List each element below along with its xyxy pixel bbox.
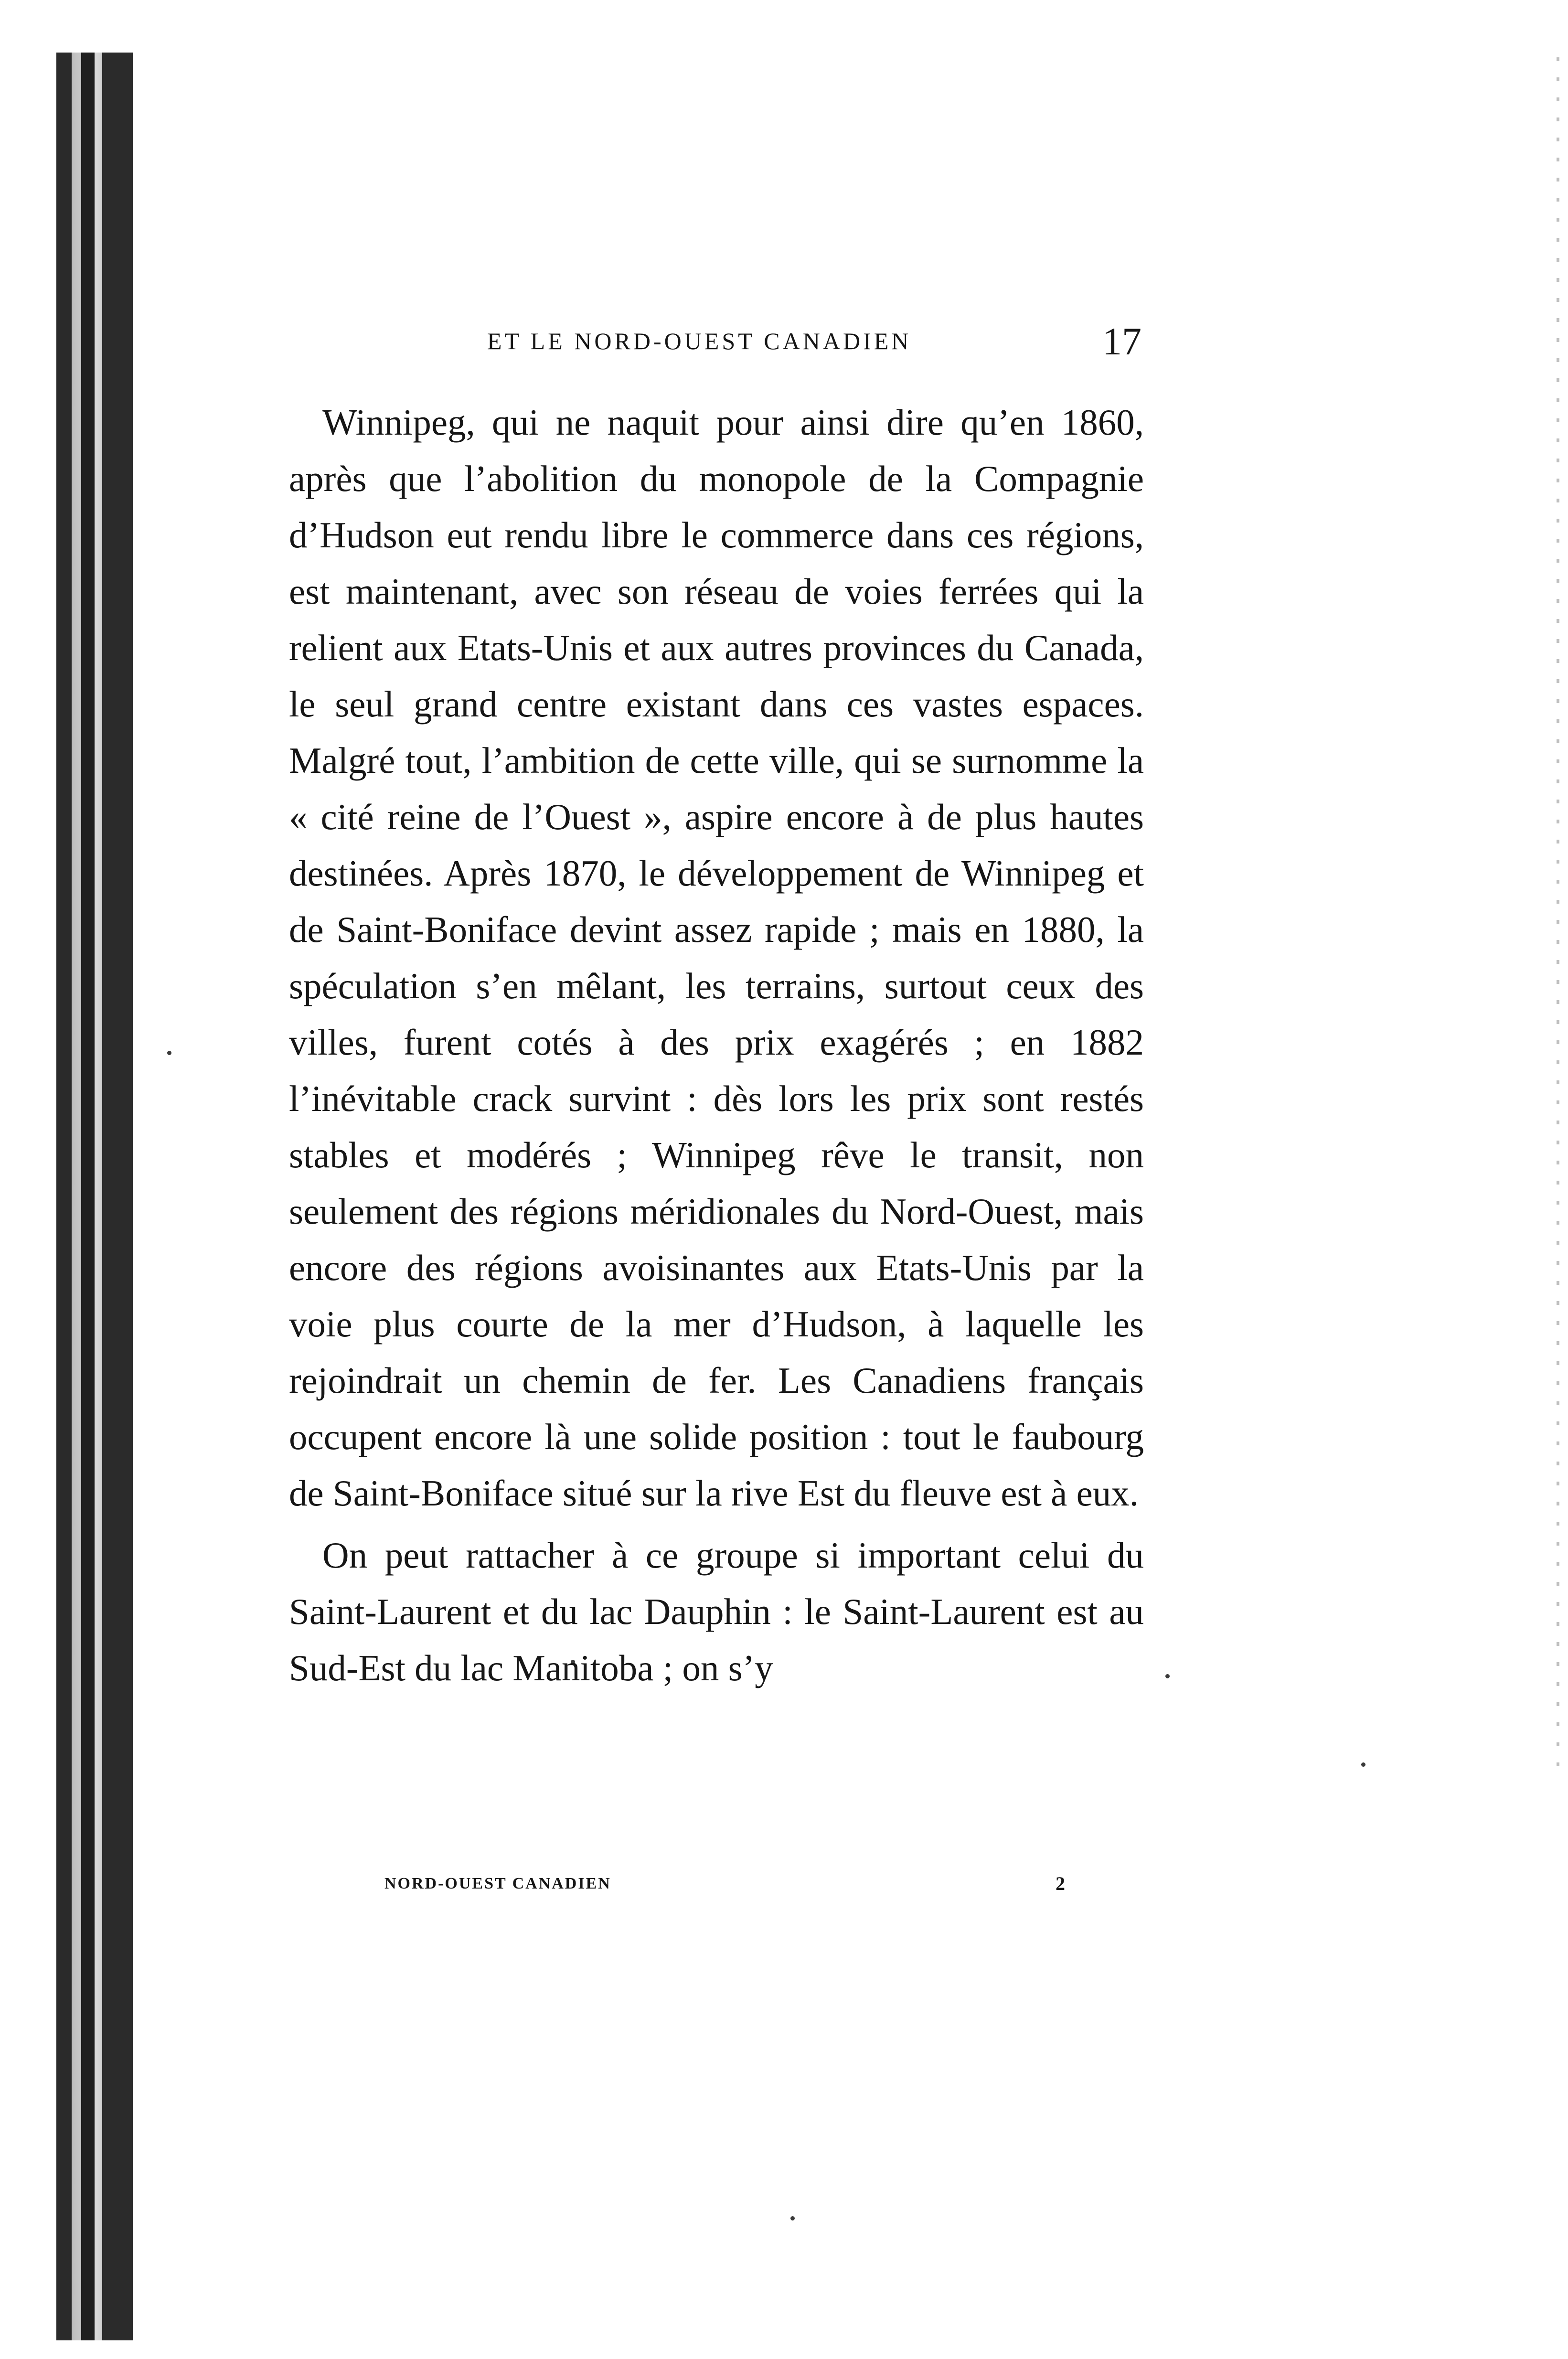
ink-speck <box>790 2216 795 2220</box>
page-edge-marks <box>1557 57 1559 1777</box>
page-number: 17 <box>1102 320 1141 363</box>
printer-signature-number: 2 <box>1056 1873 1065 1894</box>
ink-speck <box>167 1051 171 1055</box>
paragraph: On peut rattacher à ce groupe si important celui du Saint-Laurent et du lac Dauphin : le Saint-Laurent est au Sud-Est du lac Manitoba ; on s’y <box>289 1535 1144 1688</box>
ink-speck <box>1165 1674 1170 1678</box>
paragraph: Winnipeg, qui ne naquit pour ainsi dire qu’en 1860, après que l’abolition du monopole de la Compagnie d’Hudson eut rendu libre le commerce dans ces régions, est maintenant, avec son réseau de voies ferrées qui la relient aux Etats-Unis et aux autres provinces du Canada, le seul grand centre existant dans ces vastes espaces. Malgré tout, l’ambition de cette ville, qui se surnomme la « cité reine de l’Ouest », aspire encore à de plus hautes destinées. Après 1870, le développement de Winnipeg et de Saint-Boniface devint assez rapide ; mais en 1880, la spéculation s’en mêlant, les terrains, surtout ceux des villes, furent cotés à des prix exagérés ; en 1882 l’inévitable crack survint : dès lors les prix sont restés stables et modérés ; Winnipeg rêve le transit, non seulement des régions méridionales du Nord-Ouest, mais encore des régions avoisinantes aux Etats-Unis par la voie plus courte de la mer d’Hudson, à laquelle les rejoindrait un chemin de fer. Les Canadiens français occupent encore là une solide position : tout le faubourg de Saint-Boniface situé sur la rive Est du fleuve est à eux. <box>289 402 1144 1514</box>
binding-edge-shadow <box>56 53 133 2340</box>
body-text <box>289 394 1144 1696</box>
printer-signature-label: NORD-OUEST CANADIEN <box>384 1875 611 1892</box>
ink-speck <box>1361 1762 1365 1767</box>
running-head: ET LE NORD-OUEST CANADIEN <box>487 328 912 354</box>
